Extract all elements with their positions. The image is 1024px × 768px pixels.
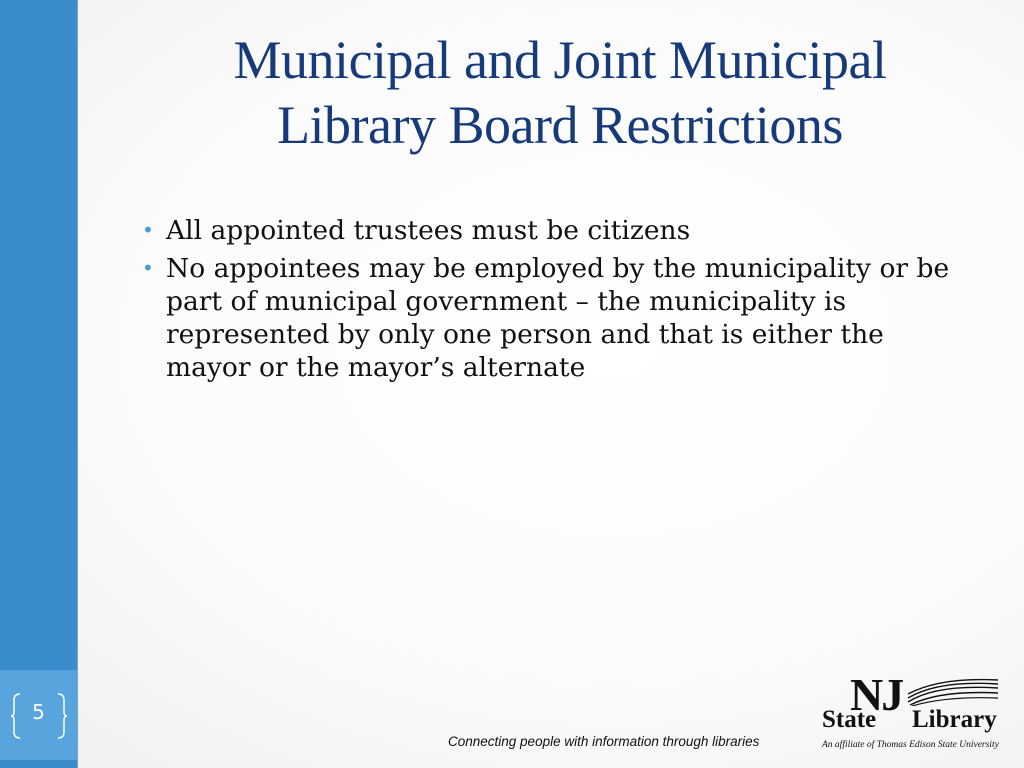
logo-library-text: Library xyxy=(912,706,997,733)
slide-number: 5 xyxy=(32,700,45,724)
bullet-icon: • xyxy=(142,218,154,242)
bullet-item xyxy=(140,252,970,384)
slide-title xyxy=(110,28,1010,158)
logo-nj-text: NJ xyxy=(850,669,903,720)
bullet-item xyxy=(140,214,970,247)
slide-title-line-1: Municipal and Joint Municipal xyxy=(233,30,887,90)
bullet-text: No appointees may be employed by the municipality or be part of municipal government – the municipality is represented by only one person and that is either the mayor or the mayor’s alternate xyxy=(166,253,950,383)
bullet-icon: • xyxy=(142,256,154,280)
book-pages-icon xyxy=(906,678,1001,706)
logo-affiliate-text: An affiliate of Thomas Edison State University xyxy=(822,740,999,750)
slide-title-line-2: Library Board Restrictions xyxy=(277,94,843,155)
nj-state-library-logo xyxy=(818,669,1008,762)
footer-tagline: Connecting people with information through libraries xyxy=(448,734,760,749)
logo-state-text: State xyxy=(822,706,877,733)
bullet-text: All appointed trustees must be citizens xyxy=(166,215,691,246)
bullet-list xyxy=(140,214,970,389)
sidebar-accent-bar xyxy=(0,0,78,768)
